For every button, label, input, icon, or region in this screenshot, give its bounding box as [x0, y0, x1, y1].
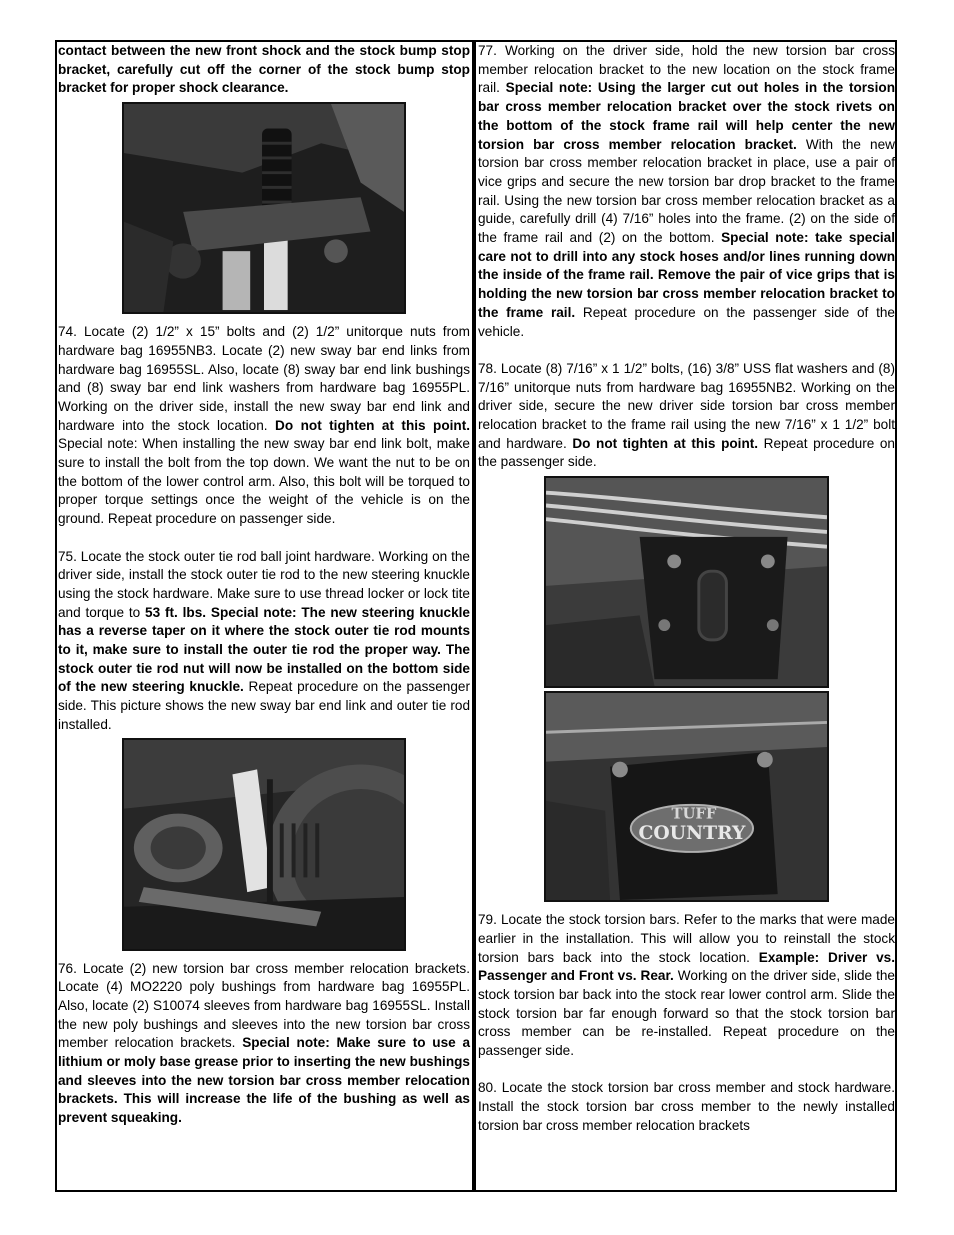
badge-text-line2: COUNTRY — [638, 822, 746, 845]
column-divider — [472, 40, 476, 1192]
intro-paragraph: contact between the new front shock and the stock bump stop bracket, carefully cut off the corner of the stock bump stop bracket for proper shock clearance. — [58, 43, 470, 96]
photo-shock-bump-stop — [122, 102, 406, 314]
photo-sway-bar-tie-rod — [122, 738, 406, 951]
photo-bracket-side — [544, 476, 829, 688]
badge-text-line1: TUFF — [671, 805, 717, 823]
left-column — [58, 42, 470, 1128]
step-74: 74. Locate (2) 1/2” x 15” bolts and (2) 1/2” unitorque nuts from hardware bag 16955NB3. Locate (2) new sway bar end links from hardware bag 16955SL. Also, locate (8) sway bar end link bushings and (8) sway bar end link washers from hardware bag 16955PL. Working on the driver side, install the new sway bar end link and hardware into the stock location. Do not tighten at this point. Special note: When installing the new sway bar end link bolt, make sure to install the bolt from the top down. We want the nut to be on the bottom of the lower control arm. Also, this bolt will be torqued to proper torque settings once the weight of the vehicle is on the ground. Repeat procedure on passenger side. — [58, 324, 471, 527]
step-75: 75. Locate the stock outer tie rod ball joint hardware. Working on the driver side, install the stock outer tie rod to the new steering knuckle using the stock hardware. Make sure to use thread locker or lock tite and torque to 53 ft. lbs. Special note: The new steering knuckle has a reverse taper on it where the stock outer tie rod mounts to it, make sure to install the outer tie rod the proper way. The stock outer tie rod nut will now be installed on the bottom side of the new steering knuckle. Repeat procedure on the passenger side. This picture shows the new sway bar end link and outer tie rod installed. — [58, 548, 470, 732]
step-77: 77. Working on the driver side, hold the new torsion bar cross member relocation bracket to the new location on the stock frame rail. Special note: Using the larger cut out holes in the torsion bar cross member relocation bracket over the stock rivets on the bottom of the stock frame rail will help center the new torsion bar cross member relocation bracket. With the new torsion bar cross member relocation bracket in place, use a pair of vice grips and secure the new torsion bar drop bracket to the frame rail. Using the new torsion bar cross member relocation bracket as a guide, carefully drill (4) 7/16” holes into the frame. (2) on the side of the frame rail and (2) on the bottom. Special note: take special care not to drill into any stock hoses and/or lines running down the inside of the frame rail. Remove the pair of vice grips that is holding the new torsion bar cross member relocation bracket to the frame rail. Repeat procedure on the passenger side of the vehicle. — [478, 43, 896, 339]
step-76: 76. Locate (2) new torsion bar cross member relocation brackets. Locate (4) MO2220 poly bushings from hardware bag 16955PL. Also, locate (2) S10074 sleeves from hardware bag 16955SL. Install the new poly bushings and sleeves into the new torsion bar cross member relocation brackets. Special note: Make sure to use a lithium or moly base grease prior to inserting the new bushings and sleeves into the new torsion bar cross member relocation brackets. This will increase the life of the bushing as well as prevent squeaking. — [58, 960, 470, 1126]
right-column — [478, 42, 895, 1136]
step-80: 80. Locate the stock torsion bar cross member and stock hardware. Install the stock torsion bar cross member to the newly installed torsion bar cross member relocation brackets — [478, 1080, 895, 1133]
step-79: 79. Locate the stock torsion bars. Refer to the marks that were made earlier in the installation. This will allow you to reinstall the stock torsion bars back into the stock location. Example: Driver vs. Passenger and Front vs. Rear. Working on the driver side, slide the stock torsion bar back into the stock rear lower control arm. Slide the stock torsion bar far enough forward so that the stock torsion bar cross member can be re-installed. Repeat procedure on the passenger side. — [478, 912, 896, 1059]
photo-bracket-badge — [544, 691, 829, 902]
step-78: 78. Locate (8) 7/16” x 1 1/2” bolts, (16) 3/8” USS flat washers and (8) 7/16” unitorque nuts from hardware bag 16955NB2. Working on the driver side, secure the new driver side torsion bar cross member relocation bracket to the frame rail using the new 7/16” x 1 1/2” bolt and hardware. Do not tighten at this point. Repeat procedure on the passenger side. — [478, 360, 895, 470]
